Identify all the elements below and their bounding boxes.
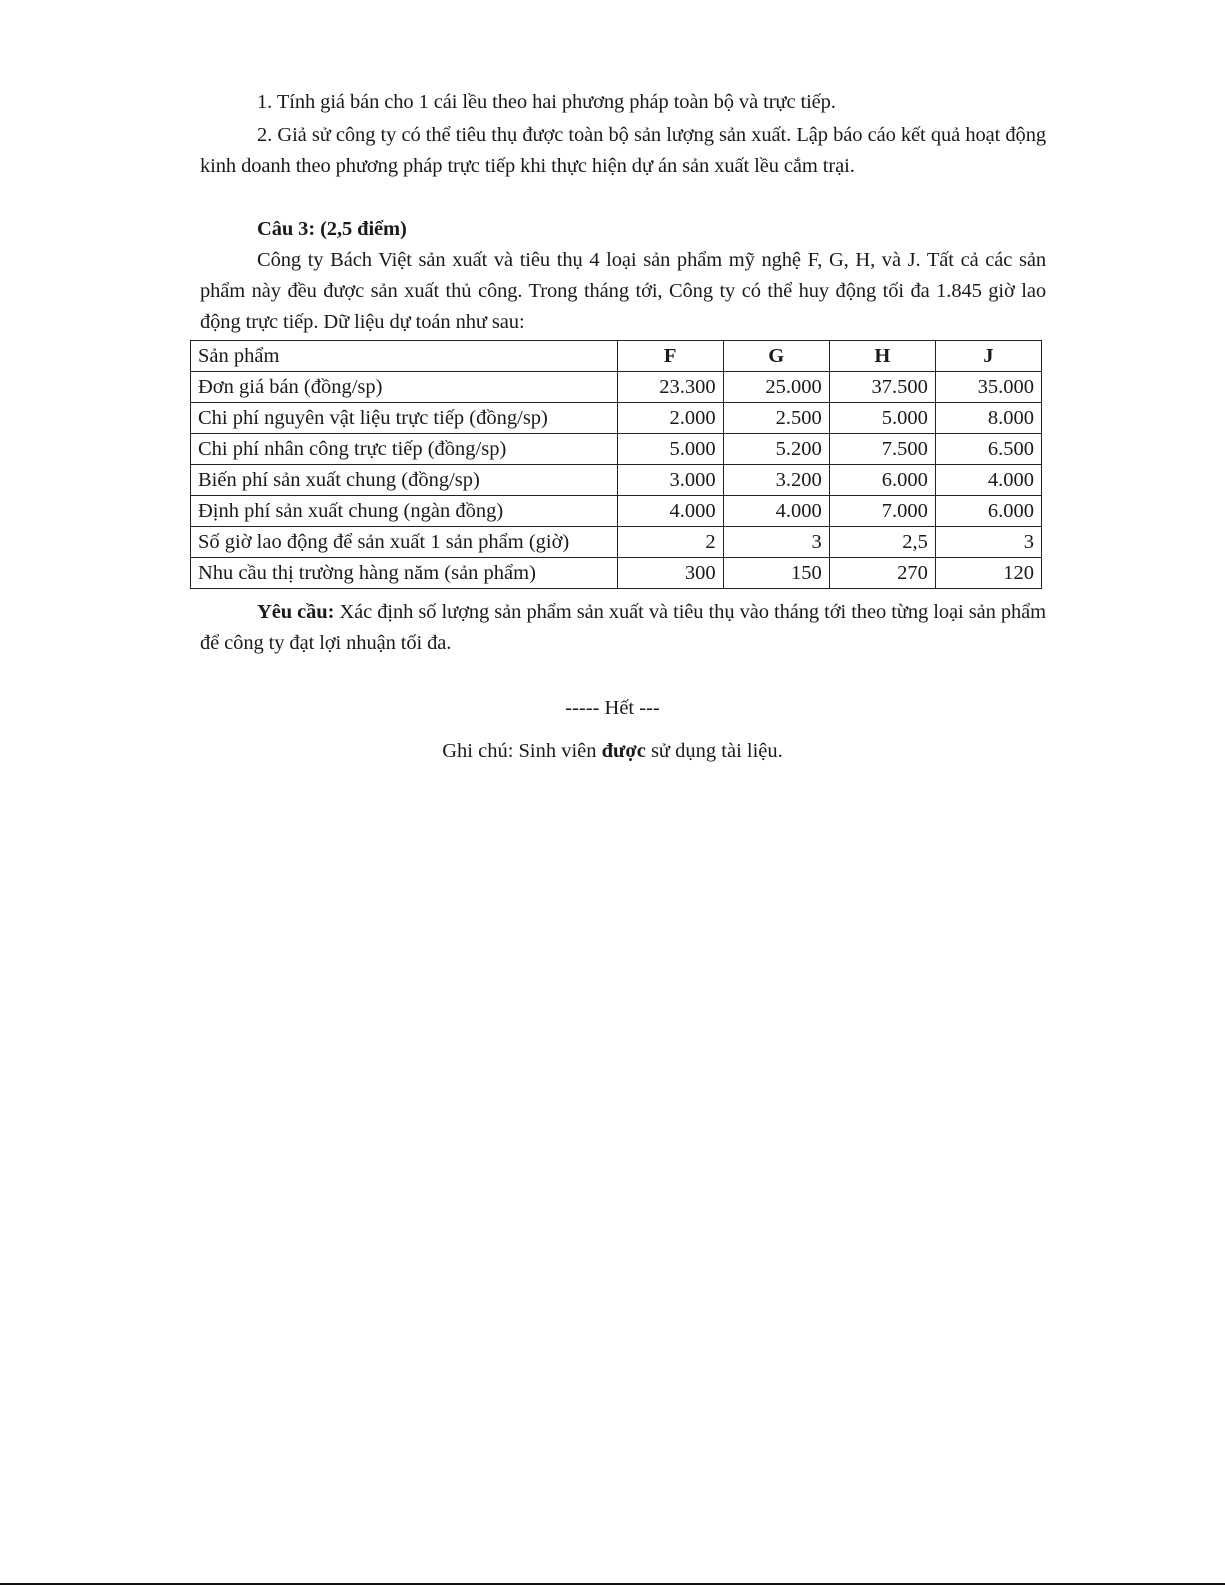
cell-value: 120 [935,558,1041,589]
row-label: Nhu cầu thị trường hàng năm (sản phẩm) [191,558,618,589]
header-product: Sản phẩm [191,341,618,372]
table-row [191,372,1042,403]
note-bold: được [601,740,646,762]
cell-value: 3.200 [723,465,829,496]
cell-value: 3.000 [617,465,723,496]
cell-value: 2,5 [829,527,935,558]
header-j: J [935,341,1041,372]
row-label: Chi phí nguyên vật liệu trực tiếp (đồng/sp) [191,403,618,434]
table-row [191,558,1042,589]
header-f: F [617,341,723,372]
product-data-table [190,340,1042,589]
table-header-row [191,341,1042,372]
note-suffix: sử dụng tài liệu. [645,740,783,762]
cell-value: 8.000 [935,403,1041,434]
note-prefix: Ghi chú: Sinh viên [442,740,602,762]
requirement [200,597,1046,659]
cell-value: 6.000 [935,496,1041,527]
cell-value: 6.000 [829,465,935,496]
cell-value: 3 [935,527,1041,558]
requirement-text: Xác định số lượng sản phẩm sản xuất và tiêu thụ vào tháng tới theo từng loại sản phẩm để công ty đạt lợi nhuận tối đa. [200,601,1046,654]
row-label: Đơn giá bán (đồng/sp) [191,372,618,403]
cell-value: 7.500 [829,434,935,465]
question-3-intro: Công ty Bách Việt sản xuất và tiêu thụ 4 loại sản phẩm mỹ nghệ F, G, H, và J. Tất cả các sản phẩm này đều được sản xuất thủ công. Trong tháng tới, Công ty có thể huy động tối đa 1.845 giờ lao động trực tiếp. Dữ liệu dự toán như sau: [200,249,1046,333]
row-label: Số giờ lao động để sản xuất 1 sản phẩm (giờ) [191,527,618,558]
item-2: 2. Giả sử công ty có thể tiêu thụ được toàn bộ sản lượng sản xuất. Lập báo cáo kết quả hoạt động kinh doanh theo phương pháp trực tiếp khi thực hiện dự án sản xuất lều cắm trại. [200,124,1046,177]
table-row [191,434,1042,465]
cell-value: 5.000 [617,434,723,465]
table-row [191,465,1042,496]
row-label: Biến phí sản xuất chung (đồng/sp) [191,465,618,496]
footer-note [0,740,1225,763]
question-3-heading: Câu 3: (2,5 điểm) [257,218,407,240]
cell-value: 6.500 [935,434,1041,465]
table-row [191,403,1042,434]
cell-value: 2.500 [723,403,829,434]
row-label: Chi phí nhân công trực tiếp (đồng/sp) [191,434,618,465]
cell-value: 3 [723,527,829,558]
cell-value: 2 [617,527,723,558]
header-h: H [829,341,935,372]
requirement-label: Yêu cầu: [257,601,335,623]
cell-value: 2.000 [617,403,723,434]
cell-value: 4.000 [617,496,723,527]
cell-value: 150 [723,558,829,589]
table-row [191,496,1042,527]
cell-value: 35.000 [935,372,1041,403]
cell-value: 25.000 [723,372,829,403]
cell-value: 4.000 [935,465,1041,496]
table-row [191,527,1042,558]
cell-value: 5.200 [723,434,829,465]
cell-value: 4.000 [723,496,829,527]
cell-value: 37.500 [829,372,935,403]
cell-value: 23.300 [617,372,723,403]
end-mark: ----- Hết --- [565,697,660,719]
cell-value: 270 [829,558,935,589]
cell-value: 7.000 [829,496,935,527]
cell-value: 300 [617,558,723,589]
header-g: G [723,341,829,372]
item-1: 1. Tính giá bán cho 1 cái lều theo hai phương pháp toàn bộ và trực tiếp. [257,91,836,113]
cell-value: 5.000 [829,403,935,434]
row-label: Định phí sản xuất chung (ngàn đồng) [191,496,618,527]
